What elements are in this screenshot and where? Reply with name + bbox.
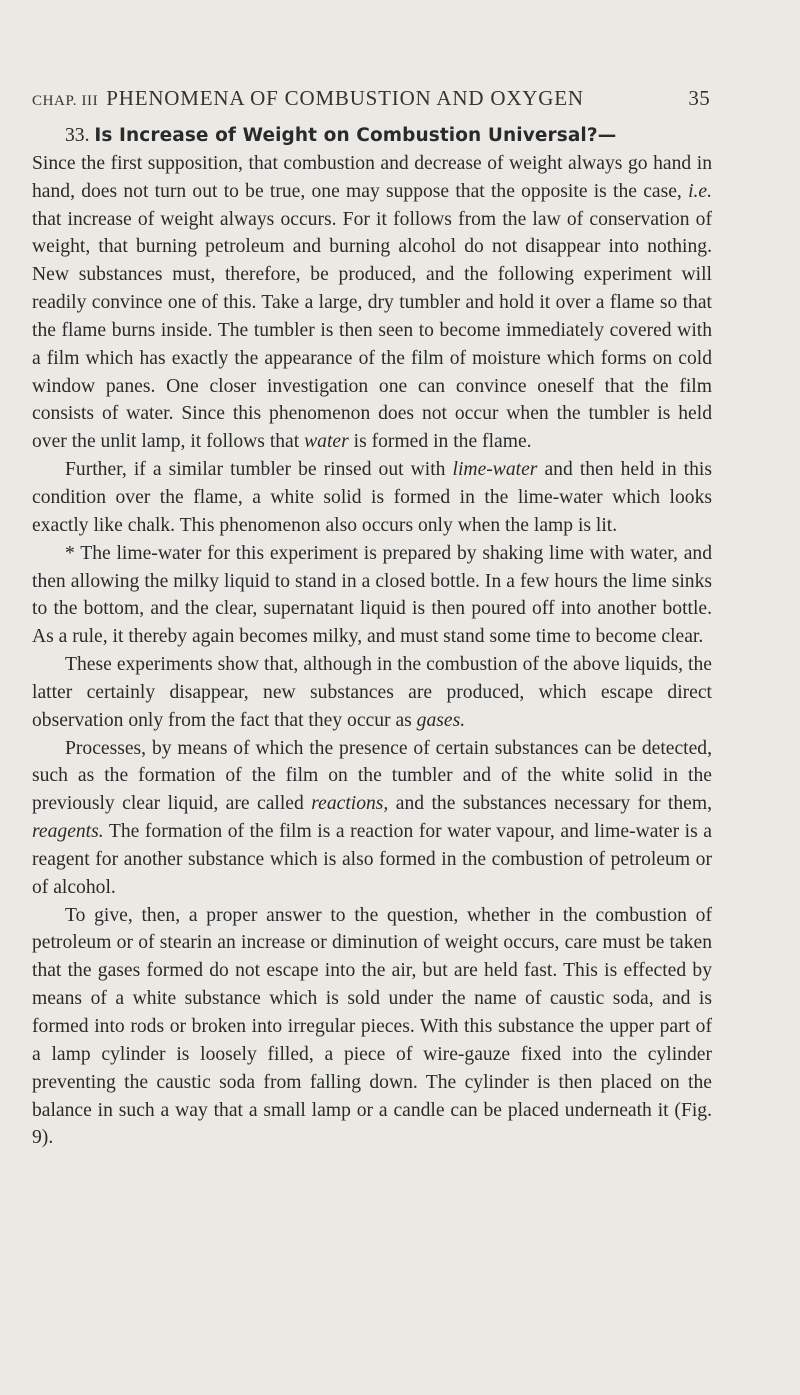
emphasis: water — [304, 431, 349, 453]
text-run: Further, if a similar tumbler be rinsed out with — [65, 459, 453, 481]
paragraph — [32, 651, 712, 735]
paragraph: To give, then, a proper answer to the question, whether in the combustion of petroleum or of stearin an increase or diminution of weight occurs, care must be taken that the gases formed do not escape into the air, but are held fast. This is effected by means of a white substance which is sold under the name of caustic soda, and is formed into rods or broken into irregular pieces. With this substance the upper part of a lamp cylinder is loosely filled, a piece of wire-gauze fixed into the cylinder preventing the caustic soda from falling down. The cylinder is then placed on the balance in such a way that a small lamp or a candle can be placed underneath it (Fig. 9). — [32, 904, 712, 1149]
paragraph — [32, 122, 712, 150]
section-heading: Is Increase of Weight on Combustion Universal?— — [94, 125, 617, 146]
text-run: is formed in the flame. — [348, 431, 532, 453]
body-text — [32, 122, 712, 1152]
paragraph — [32, 456, 712, 540]
text-run: The formation of the film is a reaction for water vapour, and lime-water is a reagent for another substance which is also formed in the combustion of petroleum or of alcohol. — [32, 821, 712, 898]
page-number: 35 — [688, 86, 710, 110]
emphasis: reagents. — [32, 821, 104, 843]
text-run: and then held in this condition over the flame, a white solid is formed in the lime-water which looks exactly like chalk. This phenomenon also occurs only when the lamp is lit. — [32, 459, 712, 536]
text-run: Since the first supposition, that combustion and decrease of weight always go hand in hand, does not turn out to be true, one may suppose that the opposite is the case, — [32, 152, 712, 202]
text-run: These experiments show that, although in the combustion of the above liquids, the latter certainly disappear, new substances are produced, which escape direct observation only from the fact that they occur as — [32, 654, 712, 731]
emphasis: reactions, — [311, 793, 389, 815]
text-run: that increase of weight always occurs. For it follows from the law of conservation of weight, that burning petroleum and burning alcohol do not disappear into nothing. New substances must, therefore, be produced, and the following experiment will readily convince one of this. Take a large, dry tumbler and hold it over a flame so that the flame burns inside. The tumbler is then seen to become immediately covered with a film which has exactly the appearance of the film of moisture which forms on cold window panes. One closer investigation one can convince oneself that the film consists of water. Since this phenomenon does not occur when the tumbler is held over the unlit lamp, it follows that — [32, 208, 712, 453]
text-run: Processes, by means of which the presence of certain substances can be detected, such as the formation of the film on the tumbler and of the white solid in the previously clear liquid, are called — [32, 737, 712, 815]
running-title: PHENOMENA OF COMBUSTION AND OXYGEN — [106, 86, 584, 110]
paragraph — [32, 735, 712, 902]
emphasis: lime-water — [452, 459, 538, 481]
emphasis: i.e. — [688, 180, 712, 202]
text-run: and the substances necessary for them, — [388, 793, 712, 815]
chapter-label: CHAP. III — [32, 93, 99, 109]
footnote-paragraph: * The lime-water for this experiment is prepared by shaking lime with water, and then allowing the milky liquid to stand in a closed bottle. In a few hours the lime sinks to the bottom, and the clear, supernatant liquid is then poured off into another bottle. As a rule, it thereby again becomes milky, and must stand some time to become clear. — [32, 542, 712, 648]
paragraph — [32, 150, 712, 456]
section-number: 33. — [65, 125, 90, 146]
emphasis: gases. — [416, 709, 466, 731]
running-head — [32, 86, 710, 111]
